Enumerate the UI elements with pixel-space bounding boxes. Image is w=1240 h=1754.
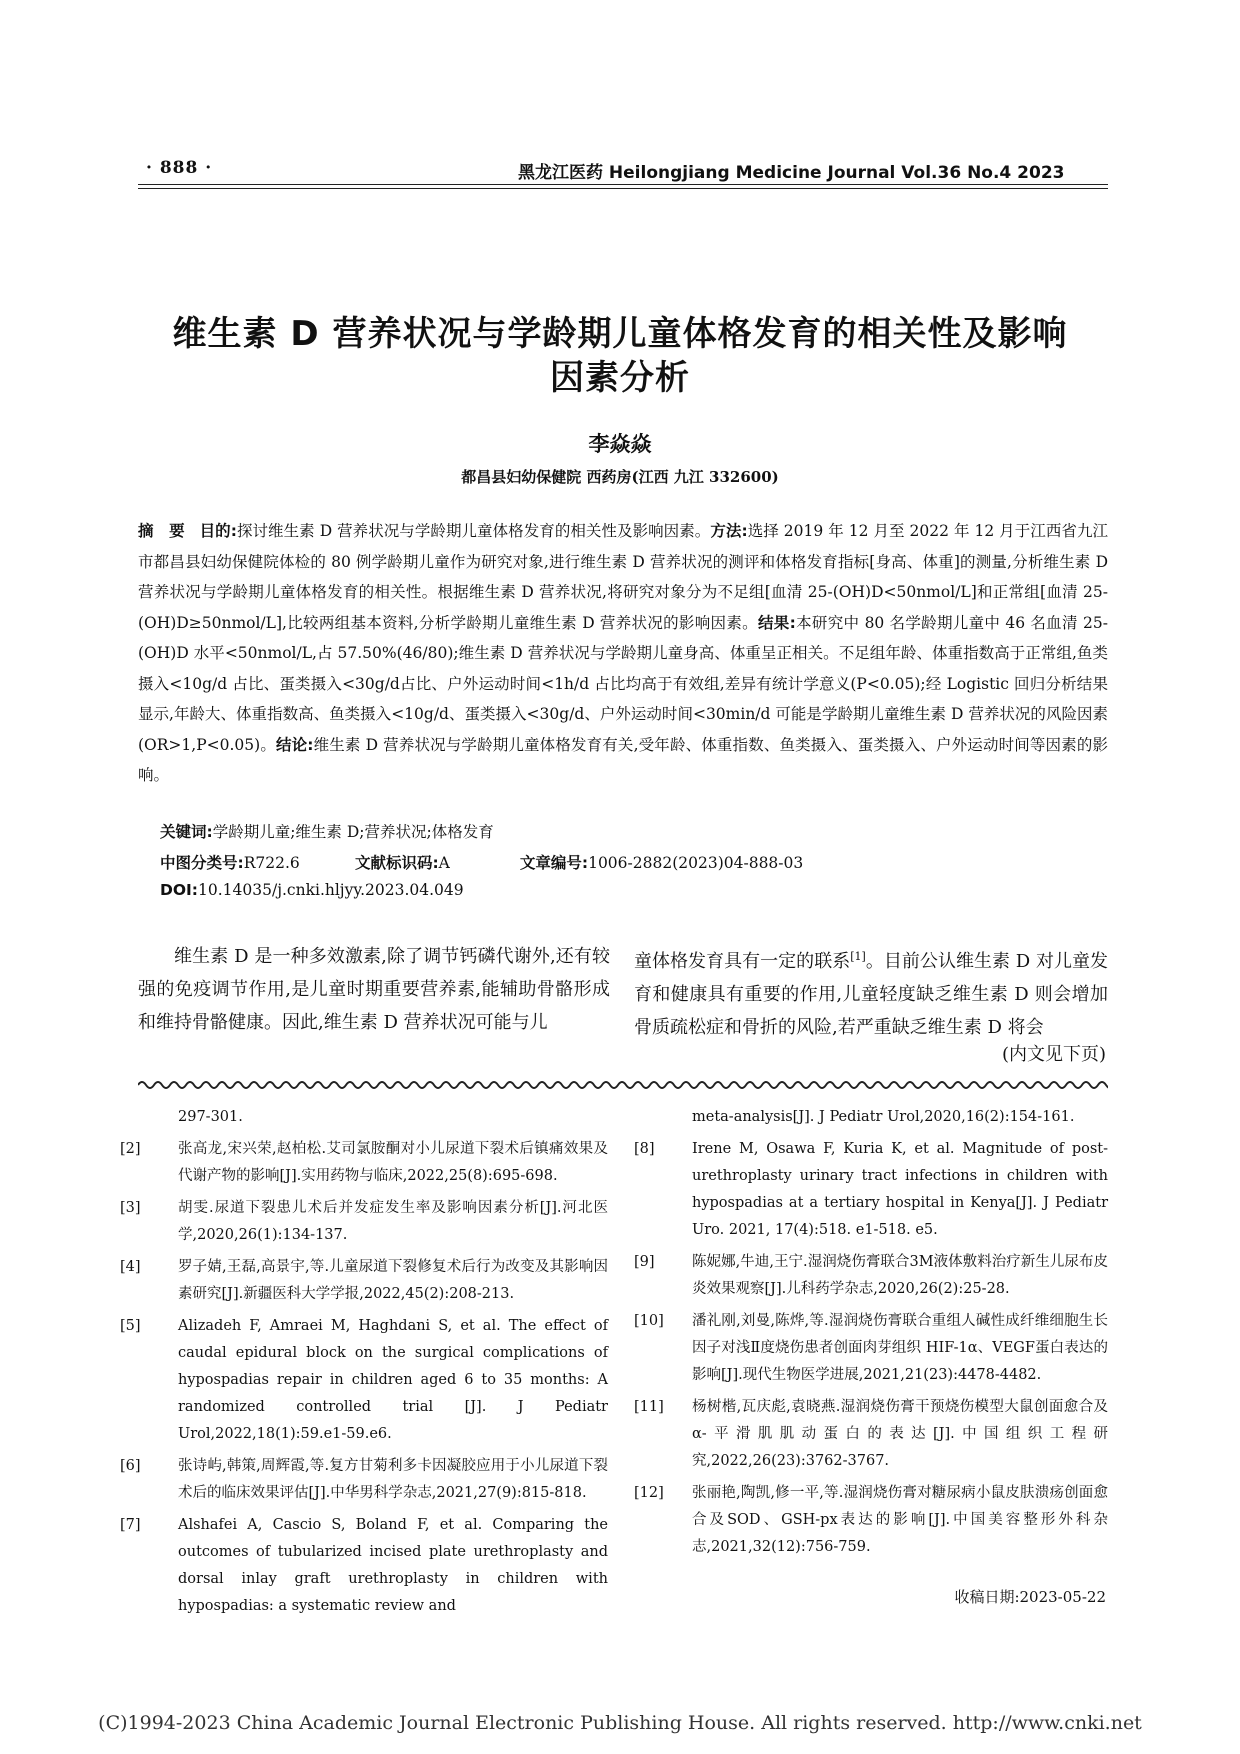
reference-item: [3] 胡雯.尿道下裂患儿术后并发症发生率及影响因素分析[J].河北医学,2020,26(1):134-137.	[120, 1200, 608, 1243]
reference-item: [2] 张高龙,宋兴荣,赵柏松.艾司氯胺酮对小儿尿道下裂术后镇痛效果及代谢产物的影响[J].实用药物与临床,2022,25(8):695-698.	[120, 1141, 608, 1184]
abstract	[138, 516, 1108, 791]
objective-text: 探讨维生素 D 营养状况与学龄期儿童体格发育的相关性及影响因素。	[236, 522, 711, 540]
results-label: 结果:	[757, 613, 796, 632]
continued-note: (内文见下页)	[1001, 1044, 1106, 1065]
classification-line	[160, 851, 1060, 873]
abstract-label: 摘 要	[138, 522, 185, 540]
received-date: 收稿日期:2023-05-22	[954, 1588, 1106, 1606]
page-number: · 888 ·	[146, 158, 213, 178]
article-no-value: 1006-2882(2023)04-888-03	[588, 854, 804, 872]
methods-label: 方法:	[710, 522, 748, 540]
conclusion-text: 维生素 D 营养状况与学龄期儿童体格发育有关,受年龄、体重指数、鱼类摄入、蛋类摄入、户外运动时间等因素的影响。	[138, 735, 1108, 784]
header-rule	[138, 184, 1108, 185]
reference-item: [10] 潘礼刚,刘曼,陈烨,等.湿润烧伤膏联合重组人碱性成纤维细胞生长因子对浅Ⅱ度烧伤患者创面肉芽组织 HIF-1α、VEGF蛋白表达的影响[J].现代生物医学进展,2021,21(23):4478-4482.	[634, 1313, 1108, 1383]
journal-title: 黑龙江医药 Heilongjiang Medicine Journal Vol.36 No.4 2023	[518, 163, 1065, 183]
clc-value: R722.6	[243, 854, 300, 872]
author-affiliation: 都昌县妇幼保健院 西药房(江西 九江 332600)	[461, 468, 779, 486]
keywords-label: 关键词:	[160, 823, 213, 841]
objective-label: 目的:	[199, 522, 237, 540]
body-text-right	[634, 940, 1108, 1044]
methods-text: 选择 2019 年 12 月至 2022 年 12 月于江西省九江市都昌县妇幼保健院体检的 80 例学龄期儿童作为研究对象,进行维生素 D 营养状况的测评和体格发育指标[身高、体重]的测量,分析维生素 D 营养状况与学龄期儿童体格发育的相关性。根据维生素 D 营养状况,将研究对象分为不足组[血清 25-(OH)D<50nmol/L]和正常组[血清 25-(OH)D≥50nmol/L],比较两组基本资料,分析学龄期儿童维生素 D 营养状况的影响因素。	[138, 522, 1108, 632]
copyright-footer: (C)1994-2023 China Academic Journal Electronic Publishing House. All rights reserved. http://www.cnki.net	[98, 1712, 1142, 1734]
doi	[160, 881, 464, 899]
doi-value: 10.14035/j.cnki.hljyy.2023.04.049	[198, 881, 464, 899]
conclusion-label: 结论:	[275, 735, 314, 754]
reference-item: [5] Alizadeh F, Amraei M, Haghdani S, et al. The effect of caudal epidural block on the surgical complications of hypospadias repair in children aged 6 to 35 months: A randomized controlled trial [J]. J Pediatr Urol,2022,18(1):59.e1-59.e6.	[120, 1318, 608, 1442]
doc-code-label: 文献标识码:	[354, 854, 439, 872]
wavy-separator	[138, 1078, 1108, 1092]
keywords	[160, 820, 494, 842]
reference-item: [4] 罗子婧,王磊,高景宇,等.儿童尿道下裂修复术后行为改变及其影响因素研究[J].新疆医科大学学报,2022,45(2):208-213.	[120, 1259, 608, 1302]
reference-item: meta-analysis[J]. J Pediatr Urol,2020,16(2):154-161.	[692, 1109, 1075, 1125]
article-title-line-2: 因素分析	[550, 358, 690, 398]
author-name: 李焱焱	[588, 432, 652, 456]
reference-item: [11] 杨树楷,瓦庆彪,袁晓燕.湿润烧伤膏干预烧伤模型大鼠创面愈合及α-平滑肌肌动蛋白的表达[J].中国组织工程研究,2022,26(23):3762-3767.	[634, 1399, 1108, 1469]
article-no-label: 文章编号:	[519, 854, 589, 872]
reference-item: [8] Irene M, Osawa F, Kuria K, et al. Magnitude of post-urethroplasty urinary tract infections in children with hypospadias at a tertiary hospital in Kenya[J]. J Pediatr Uro. 2021, 17(4):518. e1-518. e5.	[634, 1141, 1108, 1238]
reference-item: [9] 陈妮娜,牛迪,王宁.湿润烧伤膏联合3M液体敷料治疗新生儿尿布皮炎效果观察[J].儿科药学杂志,2020,26(2):25-28.	[634, 1254, 1108, 1297]
clc-label: 中图分类号:	[160, 854, 244, 872]
article-title-line-1: 维生素 D 营养状况与学龄期儿童体格发育的相关性及影响	[172, 314, 1068, 354]
doc-code-value: A	[438, 854, 450, 872]
body-right-text: 童体格发育具有一定的联系	[634, 951, 851, 972]
keywords-text: 学龄期儿童;维生素 D;营养状况;体格发育	[212, 823, 494, 841]
citation: [1]	[850, 950, 866, 963]
references-right	[634, 1104, 1108, 1566]
body-text-left: 维生素 D 是一种多效激素,除了调节钙磷代谢外,还有较强的免疫调节作用,是儿童时期重要营养素,能辅助骨骼形成和维持骨骼健康。因此,维生素 D 营养状况可能与儿	[138, 946, 610, 1033]
running-head	[138, 154, 1108, 184]
header-rule	[138, 188, 1108, 189]
doi-label: DOI:	[160, 881, 199, 899]
reference-item: 297-301.	[178, 1109, 243, 1125]
reference-item: [6] 张诗屿,韩策,周辉霞,等.复方甘菊利多卡因凝胶应用于小儿尿道下裂术后的临床效果评估[J].中华男科学杂志,2021,27(9):815-818.	[120, 1458, 608, 1501]
references-left	[120, 1104, 608, 1625]
body-right-text: 。目前公认维生素 D 对儿童发育和健康具有重要的作用,儿童轻度缺乏维生素 D 则会增加骨质疏松症和骨折的风险,若严重缺乏维生素 D 将会	[634, 951, 1109, 1038]
reference-item: [12] 张丽艳,陶凯,修一平,等.湿润烧伤膏对糖尿病小鼠皮肤溃疡创面愈合及SOD、GSH-px表达的影响[J].中国美容整形外科杂志,2021,32(12):756-759.	[634, 1485, 1108, 1555]
reference-item: [7] Alshafei A, Cascio S, Boland F, et al. Comparing the outcomes of tubularized incised plate urethroplasty and dorsal inlay graft urethroplasty in children with hypospadias: a systematic review and	[120, 1517, 608, 1614]
results-text: 本研究中 80 名学龄期儿童中 46 名血清 25-(OH)D 水平<50nmol/L,占 57.50%(46/80);维生素 D 营养状况与学龄期儿童身高、体重呈正相关。不足组年龄、体重指数高于正常组,鱼类摄入<10g/d 占比、蛋类摄入<30g/d占比、户外运动时间<1h/d 占比均高于有效组,差异有统计学意义(P<0.05);经 Logistic 回归分析结果显示,年龄大、体重指数高、鱼类摄入<10g/d、蛋类摄入<30g/d、户外运动时间<30min/d 可能是学龄期儿童维生素 D 营养状况的风险因素(OR>1,P<0.05)。	[138, 613, 1108, 754]
